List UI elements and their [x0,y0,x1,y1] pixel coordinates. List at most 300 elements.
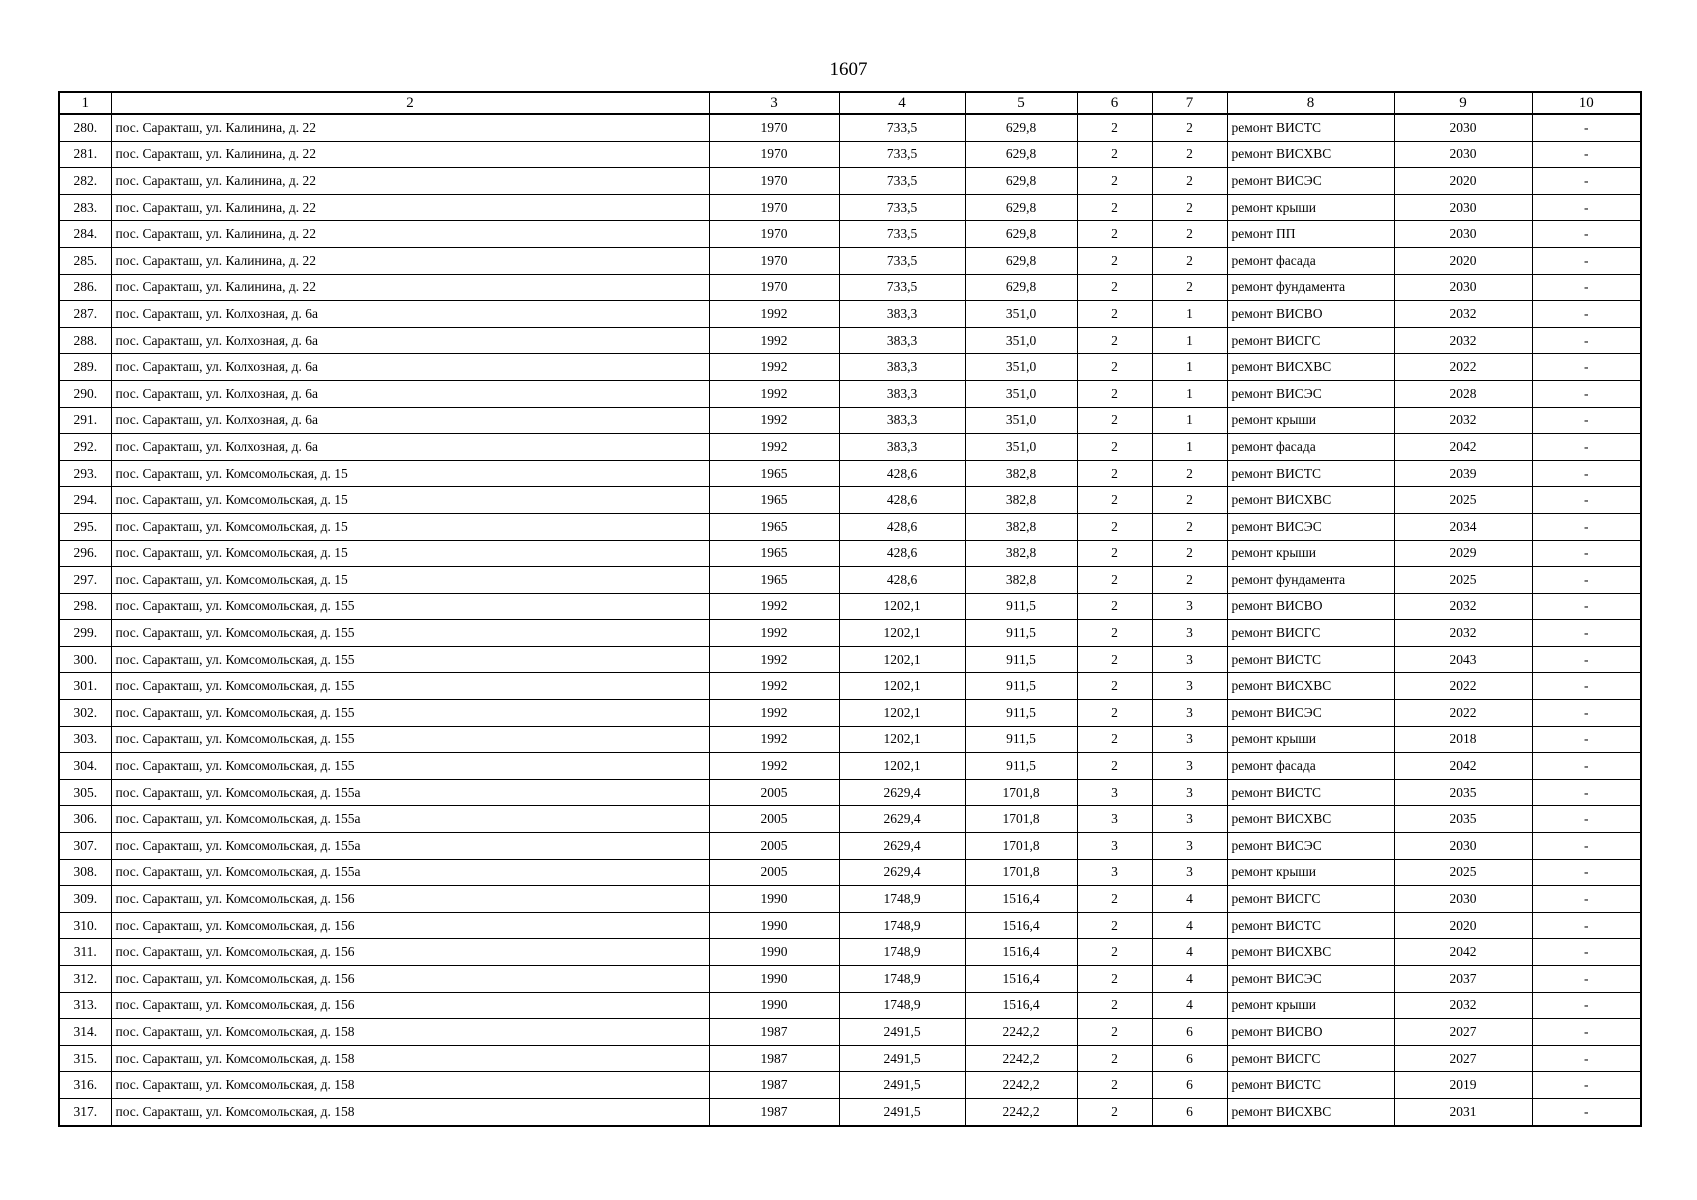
entrances-cell: 4 [1152,966,1227,993]
work-type-cell: ремонт ВИСВО [1227,593,1394,620]
note-cell: - [1532,966,1641,993]
table-row [59,646,1641,673]
table-row [59,221,1641,248]
build-year-cell: 1987 [709,1019,839,1046]
living-area-cell: 1516,4 [965,939,1077,966]
table-row [59,327,1641,354]
address-cell: пос. Саракташ, ул. Комсомольская, д. 155 [111,700,709,727]
row-number: 312. [59,966,111,993]
note-cell: - [1532,620,1641,647]
work-type-cell: ремонт ВИСХВС [1227,487,1394,514]
row-number: 298. [59,593,111,620]
address-cell: пос. Саракташ, ул. Комсомольская, д. 156 [111,939,709,966]
address-cell: пос. Саракташ, ул. Комсомольская, д. 155 [111,646,709,673]
note-cell: - [1532,407,1641,434]
row-number: 292. [59,434,111,461]
floors-cell: 2 [1077,673,1152,700]
entrances-cell: 3 [1152,833,1227,860]
note-cell: - [1532,673,1641,700]
entrances-cell: 4 [1152,886,1227,913]
repair-year-cell: 2032 [1394,593,1532,620]
row-number: 302. [59,700,111,727]
living-area-cell: 351,0 [965,301,1077,328]
living-area-cell: 2242,2 [965,1019,1077,1046]
work-type-cell: ремонт ВИСЭС [1227,168,1394,195]
note-cell: - [1532,114,1641,141]
note-cell: - [1532,726,1641,753]
total-area-cell: 2491,5 [839,1019,965,1046]
work-type-cell: ремонт ВИСХВС [1227,141,1394,168]
note-cell: - [1532,460,1641,487]
entrances-cell: 2 [1152,274,1227,301]
note-cell: - [1532,1072,1641,1099]
total-area-cell: 733,5 [839,221,965,248]
entrances-cell: 3 [1152,806,1227,833]
note-cell: - [1532,1098,1641,1125]
total-area-cell: 383,3 [839,434,965,461]
living-area-cell: 629,8 [965,168,1077,195]
entrances-cell: 3 [1152,779,1227,806]
row-number: 289. [59,354,111,381]
address-cell: пос. Саракташ, ул. Комсомольская, д. 158 [111,1072,709,1099]
row-number: 287. [59,301,111,328]
table-row [59,1045,1641,1072]
entrances-cell: 2 [1152,247,1227,274]
table-row [59,779,1641,806]
total-area-cell: 428,6 [839,540,965,567]
address-cell: пос. Саракташ, ул. Комсомольская, д. 158 [111,1045,709,1072]
living-area-cell: 1701,8 [965,806,1077,833]
table-row [59,114,1641,141]
work-type-cell: ремонт крыши [1227,859,1394,886]
floors-cell: 2 [1077,274,1152,301]
work-type-cell: ремонт ВИСТС [1227,912,1394,939]
table-row [59,513,1641,540]
row-number: 296. [59,540,111,567]
work-type-cell: ремонт крыши [1227,194,1394,221]
entrances-cell: 1 [1152,327,1227,354]
living-area-cell: 911,5 [965,593,1077,620]
address-cell: пос. Саракташ, ул. Калинина, д. 22 [111,194,709,221]
note-cell: - [1532,540,1641,567]
note-cell: - [1532,700,1641,727]
address-cell: пос. Саракташ, ул. Комсомольская, д. 155а [111,833,709,860]
floors-cell: 2 [1077,912,1152,939]
table-row [59,620,1641,647]
floors-cell: 2 [1077,620,1152,647]
repair-year-cell: 2025 [1394,487,1532,514]
table-row [59,434,1641,461]
repair-year-cell: 2030 [1394,221,1532,248]
row-number: 284. [59,221,111,248]
entrances-cell: 3 [1152,593,1227,620]
row-number: 294. [59,487,111,514]
build-year-cell: 1990 [709,992,839,1019]
living-area-cell: 911,5 [965,753,1077,780]
total-area-cell: 733,5 [839,247,965,274]
table-row [59,673,1641,700]
floors-cell: 2 [1077,247,1152,274]
table-row [59,833,1641,860]
table-row [59,726,1641,753]
work-type-cell: ремонт ВИСГС [1227,1045,1394,1072]
address-cell: пос. Саракташ, ул. Комсомольская, д. 15 [111,460,709,487]
floors-cell: 2 [1077,434,1152,461]
note-cell: - [1532,434,1641,461]
address-cell: пос. Саракташ, ул. Комсомольская, д. 156 [111,992,709,1019]
total-area-cell: 428,6 [839,487,965,514]
floors-cell: 2 [1077,221,1152,248]
page-number: 1607 [829,59,868,80]
repair-year-cell: 2020 [1394,247,1532,274]
address-cell: пос. Саракташ, ул. Комсомольская, д. 155 [111,593,709,620]
address-cell: пос. Саракташ, ул. Комсомольская, д. 155а [111,779,709,806]
living-area-cell: 629,8 [965,274,1077,301]
total-area-cell: 1202,1 [839,753,965,780]
work-type-cell: ремонт крыши [1227,726,1394,753]
build-year-cell: 1992 [709,673,839,700]
total-area-cell: 2491,5 [839,1098,965,1125]
living-area-cell: 911,5 [965,700,1077,727]
row-number: 285. [59,247,111,274]
repair-year-cell: 2022 [1394,354,1532,381]
row-number: 297. [59,567,111,594]
living-area-cell: 629,8 [965,141,1077,168]
note-cell: - [1532,221,1641,248]
build-year-cell: 1970 [709,168,839,195]
address-cell: пос. Саракташ, ул. Калинина, д. 22 [111,221,709,248]
row-number: 303. [59,726,111,753]
floors-cell: 2 [1077,646,1152,673]
address-cell: пос. Саракташ, ул. Комсомольская, д. 156 [111,966,709,993]
work-type-cell: ремонт фасада [1227,247,1394,274]
floors-cell: 2 [1077,380,1152,407]
build-year-cell: 1970 [709,194,839,221]
work-type-cell: ремонт фасада [1227,434,1394,461]
entrances-cell: 6 [1152,1019,1227,1046]
note-cell: - [1532,567,1641,594]
entrances-cell: 1 [1152,380,1227,407]
total-area-cell: 428,6 [839,513,965,540]
header-row [59,92,1641,114]
note-cell: - [1532,141,1641,168]
row-number: 288. [59,327,111,354]
floors-cell: 2 [1077,753,1152,780]
build-year-cell: 1970 [709,141,839,168]
build-year-cell: 1965 [709,487,839,514]
table-row [59,168,1641,195]
address-cell: пос. Саракташ, ул. Комсомольская, д. 155 [111,620,709,647]
table-row [59,806,1641,833]
total-area-cell: 2629,4 [839,833,965,860]
floors-cell: 3 [1077,859,1152,886]
build-year-cell: 2005 [709,859,839,886]
address-cell: пос. Саракташ, ул. Калинина, д. 22 [111,168,709,195]
total-area-cell: 1748,9 [839,912,965,939]
address-cell: пос. Саракташ, ул. Комсомольская, д. 155 [111,726,709,753]
note-cell: - [1532,912,1641,939]
total-area-cell: 2629,4 [839,806,965,833]
work-type-cell: ремонт крыши [1227,540,1394,567]
row-number: 301. [59,673,111,700]
floors-cell: 2 [1077,966,1152,993]
row-number: 290. [59,380,111,407]
entrances-cell: 3 [1152,753,1227,780]
repair-year-cell: 2032 [1394,407,1532,434]
build-year-cell: 1987 [709,1098,839,1125]
repair-year-cell: 2030 [1394,141,1532,168]
address-cell: пос. Саракташ, ул. Комсомольская, д. 155 [111,753,709,780]
note-cell: - [1532,247,1641,274]
build-year-cell: 1992 [709,753,839,780]
work-type-cell: ремонт ВИСВО [1227,1019,1394,1046]
address-cell: пос. Саракташ, ул. Комсомольская, д. 155а [111,859,709,886]
table-row [59,1072,1641,1099]
table-row [59,859,1641,886]
floors-cell: 2 [1077,407,1152,434]
entrances-cell: 4 [1152,912,1227,939]
note-cell: - [1532,833,1641,860]
row-number: 282. [59,168,111,195]
row-number: 306. [59,806,111,833]
repair-year-cell: 2027 [1394,1045,1532,1072]
build-year-cell: 1970 [709,221,839,248]
build-year-cell: 1990 [709,886,839,913]
entrances-cell: 3 [1152,726,1227,753]
repair-year-cell: 2019 [1394,1072,1532,1099]
table-header [59,92,1641,114]
table-row [59,354,1641,381]
build-year-cell: 1970 [709,247,839,274]
work-type-cell: ремонт крыши [1227,407,1394,434]
total-area-cell: 1202,1 [839,646,965,673]
total-area-cell: 1748,9 [839,939,965,966]
floors-cell: 2 [1077,1019,1152,1046]
living-area-cell: 382,8 [965,487,1077,514]
column-header: 5 [965,92,1077,114]
table-row [59,1098,1641,1125]
row-number: 300. [59,646,111,673]
entrances-cell: 1 [1152,407,1227,434]
note-cell: - [1532,1019,1641,1046]
total-area-cell: 733,5 [839,168,965,195]
build-year-cell: 1970 [709,274,839,301]
entrances-cell: 2 [1152,194,1227,221]
living-area-cell: 1516,4 [965,912,1077,939]
note-cell: - [1532,354,1641,381]
note-cell: - [1532,274,1641,301]
total-area-cell: 1202,1 [839,673,965,700]
build-year-cell: 2005 [709,806,839,833]
entrances-cell: 3 [1152,646,1227,673]
living-area-cell: 629,8 [965,114,1077,141]
total-area-cell: 1748,9 [839,886,965,913]
row-number: 316. [59,1072,111,1099]
build-year-cell: 1992 [709,301,839,328]
total-area-cell: 428,6 [839,567,965,594]
table-body [59,114,1641,1126]
entrances-cell: 2 [1152,114,1227,141]
repair-year-cell: 2031 [1394,1098,1532,1125]
living-area-cell: 2242,2 [965,1045,1077,1072]
address-cell: пос. Саракташ, ул. Комсомольская, д. 15 [111,513,709,540]
table-row [59,407,1641,434]
build-year-cell: 1992 [709,407,839,434]
floors-cell: 3 [1077,833,1152,860]
floors-cell: 2 [1077,700,1152,727]
floors-cell: 2 [1077,487,1152,514]
entrances-cell: 1 [1152,434,1227,461]
build-year-cell: 1965 [709,540,839,567]
row-number: 286. [59,274,111,301]
work-type-cell: ремонт ВИСХВС [1227,673,1394,700]
build-year-cell: 1992 [709,327,839,354]
repair-year-cell: 2025 [1394,859,1532,886]
total-area-cell: 733,5 [839,274,965,301]
table-row [59,301,1641,328]
note-cell: - [1532,327,1641,354]
work-type-cell: ремонт ВИСГС [1227,620,1394,647]
note-cell: - [1532,593,1641,620]
row-number: 299. [59,620,111,647]
column-header: 1 [59,92,111,114]
build-year-cell: 1992 [709,620,839,647]
entrances-cell: 1 [1152,301,1227,328]
repair-year-cell: 2020 [1394,168,1532,195]
row-number: 309. [59,886,111,913]
note-cell: - [1532,194,1641,221]
total-area-cell: 383,3 [839,327,965,354]
living-area-cell: 911,5 [965,620,1077,647]
address-cell: пос. Саракташ, ул. Комсомольская, д. 15 [111,567,709,594]
row-number: 283. [59,194,111,221]
work-type-cell: ремонт ВИСЭС [1227,380,1394,407]
table-row [59,753,1641,780]
table-row [59,487,1641,514]
repair-year-cell: 2039 [1394,460,1532,487]
note-cell: - [1532,487,1641,514]
entrances-cell: 6 [1152,1045,1227,1072]
build-year-cell: 1992 [709,700,839,727]
note-cell: - [1532,939,1641,966]
total-area-cell: 1202,1 [839,700,965,727]
entrances-cell: 2 [1152,460,1227,487]
build-year-cell: 1965 [709,567,839,594]
build-year-cell: 1992 [709,434,839,461]
living-area-cell: 629,8 [965,221,1077,248]
build-year-cell: 1992 [709,354,839,381]
work-type-cell: ремонт ВИСГС [1227,327,1394,354]
work-type-cell: ремонт ВИСТС [1227,460,1394,487]
entrances-cell: 2 [1152,567,1227,594]
build-year-cell: 1990 [709,912,839,939]
row-number: 317. [59,1098,111,1125]
living-area-cell: 911,5 [965,646,1077,673]
table-row [59,966,1641,993]
repair-year-cell: 2032 [1394,327,1532,354]
living-area-cell: 2242,2 [965,1098,1077,1125]
total-area-cell: 2491,5 [839,1072,965,1099]
address-cell: пос. Саракташ, ул. Калинина, д. 22 [111,141,709,168]
entrances-cell: 2 [1152,168,1227,195]
floors-cell: 2 [1077,886,1152,913]
column-header: 9 [1394,92,1532,114]
repair-year-cell: 2030 [1394,833,1532,860]
address-cell: пос. Саракташ, ул. Колхозная, д. 6а [111,354,709,381]
floors-cell: 2 [1077,1045,1152,1072]
entrances-cell: 3 [1152,673,1227,700]
living-area-cell: 911,5 [965,726,1077,753]
address-cell: пос. Саракташ, ул. Комсомольская, д. 155 [111,673,709,700]
living-area-cell: 382,8 [965,540,1077,567]
build-year-cell: 1990 [709,966,839,993]
entrances-cell: 3 [1152,620,1227,647]
repair-year-cell: 2032 [1394,620,1532,647]
work-type-cell: ремонт ВИСЭС [1227,833,1394,860]
total-area-cell: 1202,1 [839,726,965,753]
repair-year-cell: 2037 [1394,966,1532,993]
row-number: 295. [59,513,111,540]
address-cell: пос. Саракташ, ул. Комсомольская, д. 158 [111,1019,709,1046]
build-year-cell: 1987 [709,1072,839,1099]
living-area-cell: 629,8 [965,247,1077,274]
repair-year-cell: 2035 [1394,806,1532,833]
entrances-cell: 6 [1152,1098,1227,1125]
row-number: 313. [59,992,111,1019]
entrances-cell: 2 [1152,540,1227,567]
address-cell: пос. Саракташ, ул. Комсомольская, д. 15 [111,540,709,567]
note-cell: - [1532,1045,1641,1072]
address-cell: пос. Саракташ, ул. Комсомольская, д. 15 [111,487,709,514]
build-year-cell: 1965 [709,460,839,487]
total-area-cell: 2629,4 [839,859,965,886]
repair-year-cell: 2042 [1394,434,1532,461]
entrances-cell: 3 [1152,700,1227,727]
floors-cell: 2 [1077,301,1152,328]
note-cell: - [1532,753,1641,780]
entrances-cell: 4 [1152,992,1227,1019]
note-cell: - [1532,301,1641,328]
work-type-cell: ремонт ВИСТС [1227,779,1394,806]
column-header: 6 [1077,92,1152,114]
floors-cell: 2 [1077,593,1152,620]
table-row [59,141,1641,168]
repair-year-cell: 2042 [1394,939,1532,966]
table-row [59,912,1641,939]
total-area-cell: 383,3 [839,301,965,328]
total-area-cell: 383,3 [839,380,965,407]
work-type-cell: ремонт ПП [1227,221,1394,248]
floors-cell: 2 [1077,141,1152,168]
repair-year-cell: 2030 [1394,194,1532,221]
build-year-cell: 1992 [709,726,839,753]
row-number: 281. [59,141,111,168]
floors-cell: 3 [1077,806,1152,833]
row-number: 304. [59,753,111,780]
table-row [59,380,1641,407]
work-type-cell: ремонт ВИСГС [1227,886,1394,913]
address-cell: пос. Саракташ, ул. Калинина, д. 22 [111,247,709,274]
floors-cell: 2 [1077,1098,1152,1125]
floors-cell: 2 [1077,354,1152,381]
work-type-cell: ремонт ВИСХВС [1227,939,1394,966]
table-row [59,194,1641,221]
living-area-cell: 351,0 [965,380,1077,407]
table-row [59,567,1641,594]
repair-year-cell: 2018 [1394,726,1532,753]
work-type-cell: ремонт ВИСЭС [1227,700,1394,727]
floors-cell: 2 [1077,567,1152,594]
